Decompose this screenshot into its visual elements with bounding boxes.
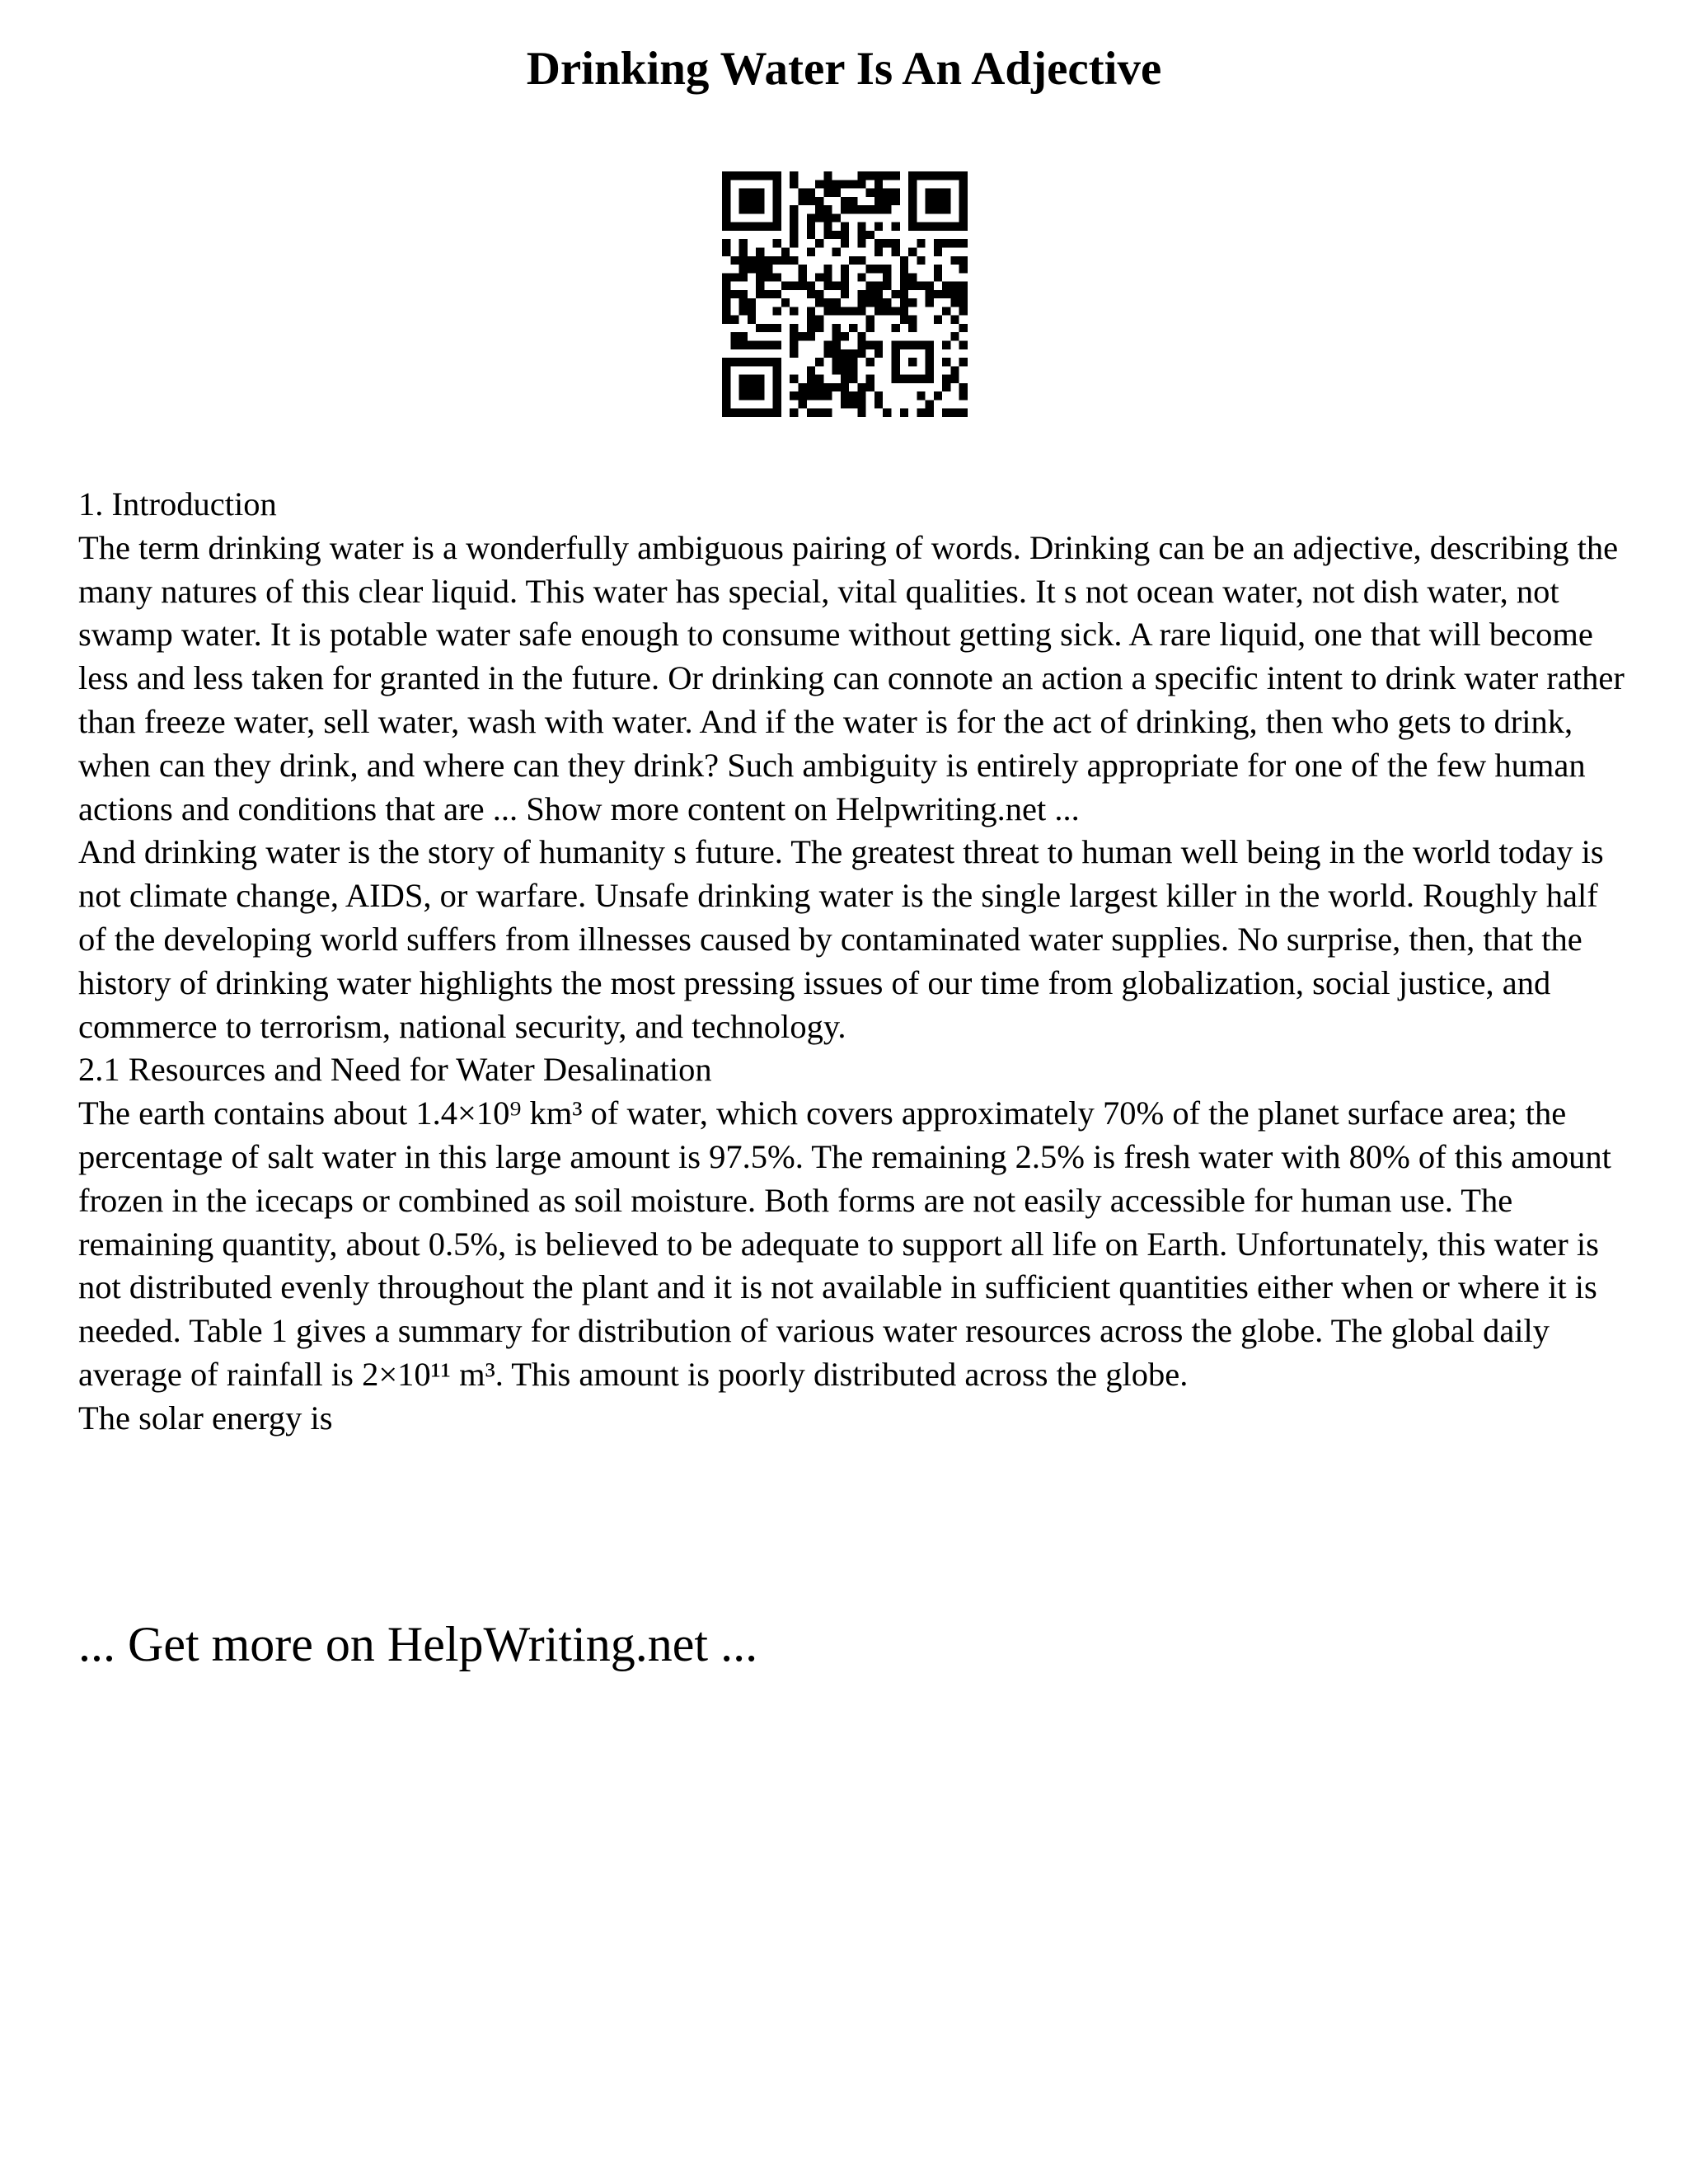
paragraph-humanity-future: And drinking water is the story of humanity s future. The greatest threat to human well being in the world today is not climate change, AIDS, or warfare. Unsafe drinking water is the single largest killer in the world. Roughly half of the developing world suffers from illnesses caused by contaminated water supplies. No surprise, then, that the history of drinking water highlights the most pressing issues of our time from globalization, social justice, and commerce to terrorism, national security, and technology.: [78, 833, 1604, 1045]
section-heading-introduction: 1. Introduction: [78, 485, 277, 523]
section-heading-resources: 2.1 Resources and Need for Water Desalination: [78, 1051, 712, 1089]
get-more-link[interactable]: ... Get more on HelpWriting.net ...: [78, 1617, 758, 1671]
paragraph-introduction: The term drinking water is a wonderfully ambiguous pairing of words. Drinking can be an adjective, describing the many natures of this clear liquid. This water has special, vital qualities. It s not ocean water, not dish water, not swamp water. It is potable water safe enough to consume without getting sick. A rare liquid, one that will become less and less taken for granted in the future. Or drinking can connote an action a specific intent to drink water rather than freeze water, sell water, wash with water. And if the water is for the act of drinking, then who gets to drink, when can they drink, and where can they drink? Such ambiguity is entirely appropriate for one of the few human actions and conditions that are ... Show more content on Helpwriting.net ...: [78, 528, 1625, 827]
qr-code-graphic: [722, 171, 968, 417]
document-title: Drinking Water Is An Adjective: [526, 43, 1162, 95]
paragraph-solar-energy: The solar energy is: [78, 1399, 333, 1436]
paragraph-resources: The earth contains about 1.4×10⁹ km³ of water, which covers approximately 70% of the planet surface area; the percentage of salt water in this large amount is 97.5%. The remaining 2.5% is fresh water with 80% of this amount frozen in the icecaps or combined as soil moisture. Both forms are not easily accessible for human use. The remaining quantity, about 0.5%, is believed to be adequate to support all life on Earth. Unfortunately, this water is not distributed evenly throughout the plant and it is not available in sufficient quantities either when or where it is needed. Table 1 gives a summary for distribution of various water resources across the globe. The global daily average of rainfall is 2×10¹¹ m³. This amount is poorly distributed across the globe.: [78, 1094, 1611, 1393]
document-body: [78, 483, 1628, 1441]
qr-code-icon: [722, 171, 968, 417]
